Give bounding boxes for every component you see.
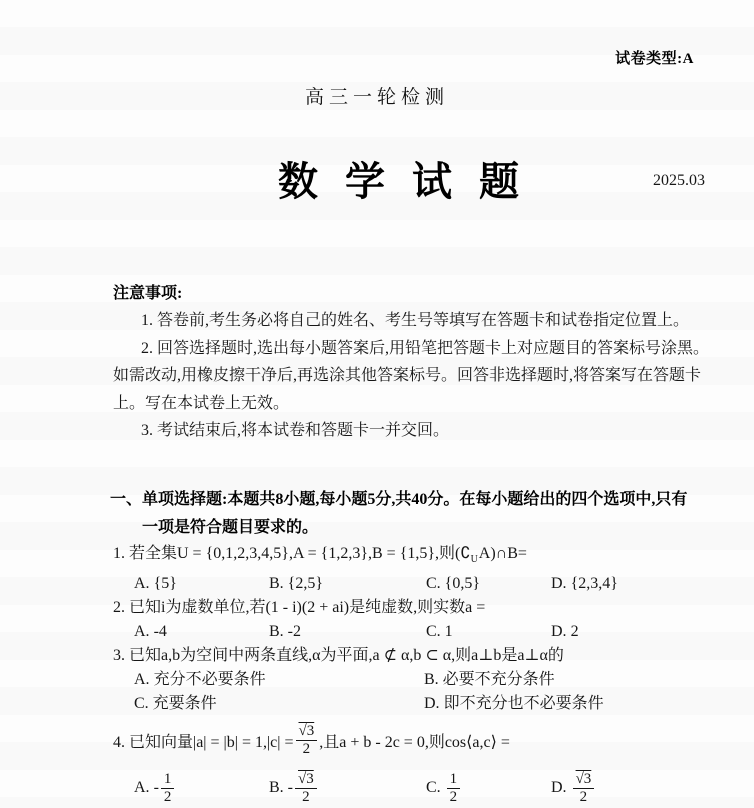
option-label: D. — [551, 623, 567, 640]
fraction — [447, 771, 461, 804]
option-label: B. — [269, 575, 284, 592]
option-label: C. — [426, 575, 441, 592]
question-1-stem-pre: 1. 若全集U = {0,1,2,3,4,5},A = {1,2,3},B = {1,5},则(∁ — [113, 545, 471, 562]
question-4-option-d — [551, 764, 726, 808]
question-1-option-c — [426, 572, 551, 596]
option-text: 充要条件 — [152, 695, 217, 712]
option-label: C. — [134, 695, 149, 712]
option-text: 1 — [444, 623, 453, 640]
option-label: B. — [424, 671, 439, 688]
fraction — [295, 771, 317, 804]
fraction-denominator: 2 — [447, 788, 461, 805]
option-label: C. — [426, 779, 441, 796]
option-label: D. — [551, 779, 567, 796]
minus-sign: - — [287, 779, 293, 796]
option-text: {2,3,4} — [570, 575, 618, 592]
question-3-option-a — [134, 668, 424, 692]
option-text: 即不充分也不必要条件 — [443, 695, 604, 712]
notice-title: 注意事项: — [113, 285, 183, 302]
question-2-option-c — [426, 620, 551, 644]
option-label: D. — [551, 575, 567, 592]
notice-line: 2. 回答选择题时,选出每小题答案后,用铅笔把答题卡上对应题目的答案标号涂黑。 — [141, 339, 710, 357]
option-label: A. — [134, 779, 150, 796]
question-4-stem-post: ,且a + b - 2c = 0,则cos⟨a,c⟩ = — [319, 733, 510, 751]
exam-title: 数学试题 — [278, 159, 546, 204]
option-label: D. — [424, 695, 440, 712]
notice-line: 1. 答卷前,考生务必将自己的姓名、考生号等填写在答题卡和试卷指定位置上。 — [141, 312, 690, 330]
question-1-option-a — [134, 572, 269, 596]
question-3-option-d — [424, 692, 726, 716]
option-text: -4 — [153, 623, 167, 640]
fraction-numerator: √3 — [298, 723, 315, 740]
question-1-option-d — [551, 572, 726, 596]
notice-line: 如需改动,用橡皮擦干净后,再选涂其他答案标号。回答非选择题时,将答案写在答题卡 — [113, 367, 702, 385]
fraction — [161, 771, 175, 804]
question-4-stem — [105, 716, 726, 764]
question-1-stem-post: A)∩B= — [478, 545, 527, 562]
option-text: {2,5} — [287, 575, 324, 592]
question-3-stem: 3. 已知a,b为空间中两条直线,α为平面,a ⊄ α,b ⊂ α,则a⊥b是a⊥α的 — [113, 647, 564, 664]
fraction — [573, 771, 595, 804]
option-label: A. — [134, 623, 150, 640]
question-2-option-b — [269, 620, 426, 644]
question-4-stem-pre: 4. 已知向量|a| = |b| = 1,|c| = — [113, 733, 294, 751]
section-heading-line-1: 一、单项选择题:本题共8小题,每小题5分,共40分。在每小题给出的四个选项中,只有 — [110, 491, 688, 508]
fraction-numerator: 1 — [449, 771, 458, 788]
question-2-options — [105, 620, 726, 644]
section-heading — [105, 486, 722, 542]
option-label: A. — [134, 575, 150, 592]
fraction-numerator: √3 — [298, 771, 314, 788]
option-text: 必要不充分条件 — [442, 671, 555, 688]
option-text: 充分不必要条件 — [153, 671, 266, 688]
question-4-option-a — [134, 764, 269, 808]
question-3-options-row-2 — [105, 692, 726, 716]
question-2-option-d — [551, 620, 726, 644]
question-4-option-c — [426, 764, 551, 808]
exam-round-title: 高三一轮检测 — [304, 87, 449, 108]
question-4-option-b — [269, 764, 426, 808]
section-heading-line-2: 一项是符合题目要求的。 — [142, 519, 319, 536]
notice-line: 上。写在本试卷上无效。 — [113, 394, 290, 412]
option-text: -2 — [287, 623, 301, 640]
minus-sign: - — [153, 779, 159, 796]
question-1-option-b — [269, 572, 426, 596]
fraction-denominator: 2 — [295, 788, 317, 805]
option-text: {5} — [153, 575, 177, 592]
option-label: B. — [269, 623, 284, 640]
option-label: B. — [269, 779, 284, 796]
questions-block — [105, 542, 726, 808]
question-3-options-row-1 — [105, 668, 726, 692]
complement-subscript: U — [470, 554, 478, 565]
question-3-option-b — [424, 668, 726, 692]
exam-date: 2025.03 — [653, 172, 705, 189]
notice-line: 3. 考试结束后,将本试卷和答题卡一并交回。 — [141, 422, 450, 440]
question-3-option-c — [134, 692, 424, 716]
option-label: C. — [426, 623, 441, 640]
option-label: A. — [134, 671, 150, 688]
paper-type-label: 试卷类型:A — [615, 51, 694, 67]
question-1-stem — [105, 542, 726, 572]
fraction-denominator: 2 — [161, 788, 175, 805]
question-2-option-a — [134, 620, 269, 644]
fraction-numerator: 1 — [163, 771, 172, 788]
question-4-options — [105, 764, 726, 808]
fraction — [296, 723, 318, 756]
fraction-numerator: √3 — [575, 771, 592, 788]
fraction-denominator: 2 — [296, 740, 318, 757]
option-text: {0,5} — [444, 575, 481, 592]
notice-section — [105, 280, 714, 444]
question-2-stem: 2. 已知i为虚数单位,若(1 - i)(2 + ai)是纯虚数,则实数a = — [113, 599, 486, 616]
fraction-denominator: 2 — [573, 788, 595, 805]
question-1-options — [105, 572, 726, 596]
option-text: 2 — [570, 623, 579, 640]
